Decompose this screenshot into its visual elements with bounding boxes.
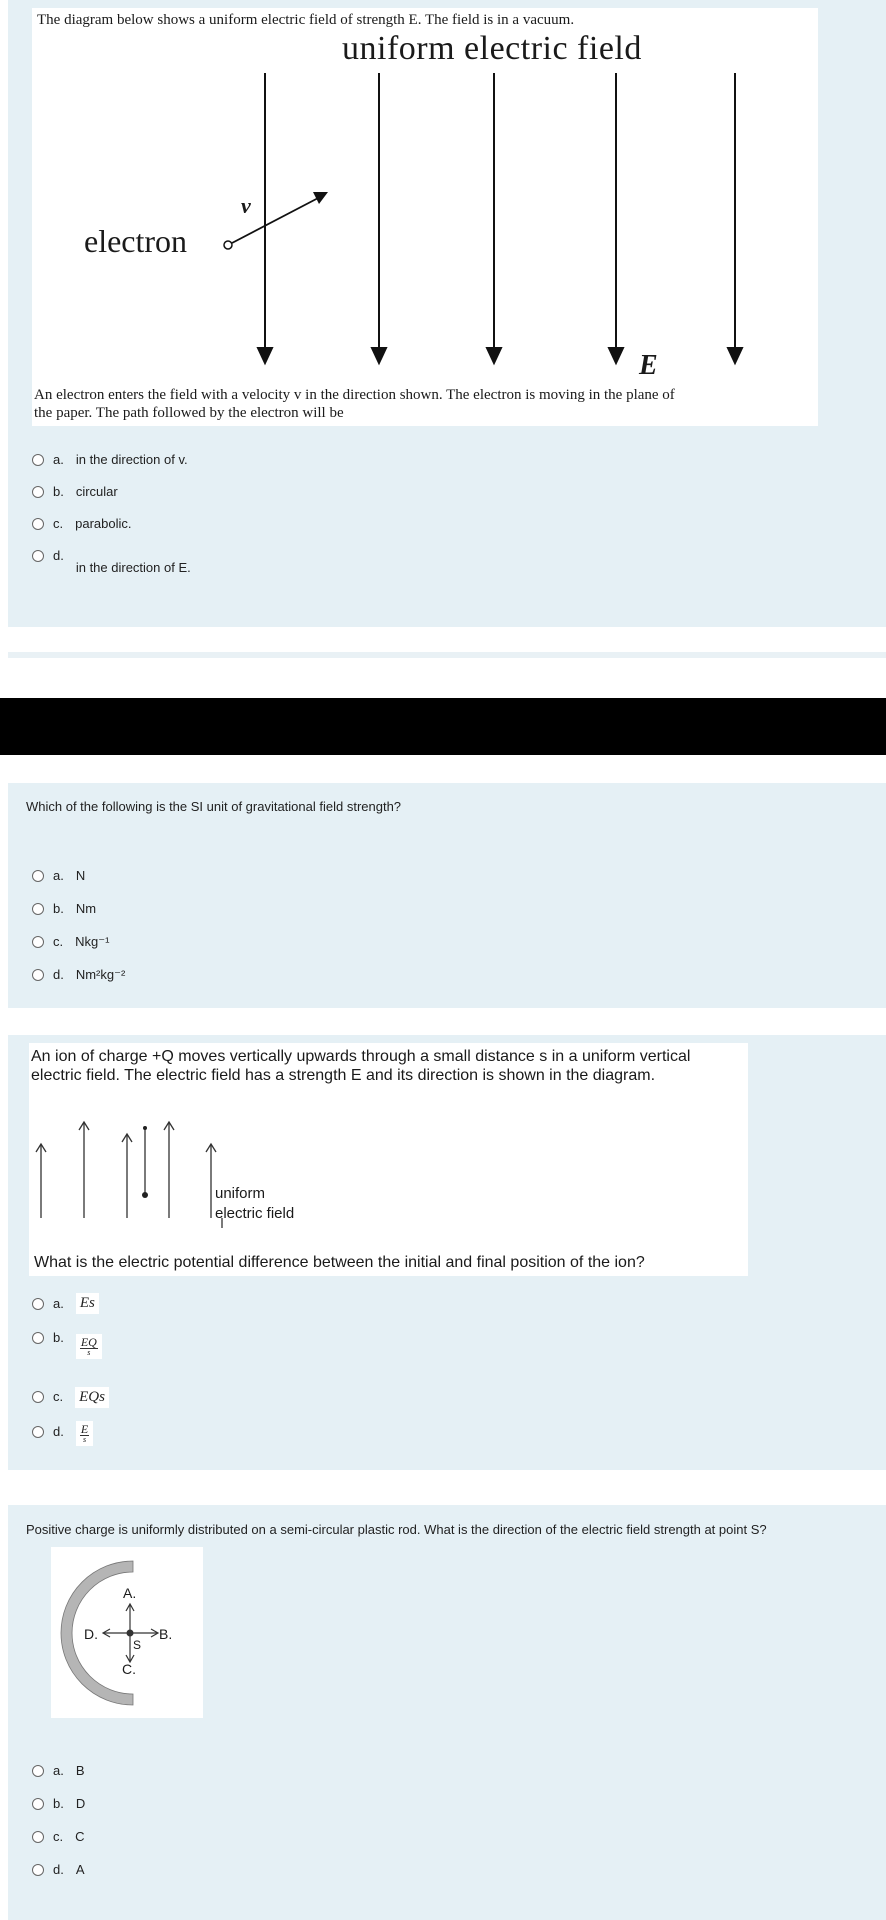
electron-label: electron <box>84 223 188 259</box>
electric-field-diagram <box>32 68 818 368</box>
ion-end-dot <box>143 1126 147 1130</box>
q1-option-c[interactable]: c. parabolic. <box>32 516 132 531</box>
radio-icon[interactable] <box>32 1765 44 1777</box>
ion-start-dot <box>142 1192 148 1198</box>
section-divider <box>8 652 886 658</box>
velocity-label: v <box>241 193 251 218</box>
label-a: A. <box>123 1585 137 1601</box>
field-arrow-1 <box>258 348 272 363</box>
q2-option-c[interactable]: c. Nkg⁻¹ <box>32 934 109 950</box>
question-2-text: Which of the following is the SI unit of gravitational field strength? <box>26 799 402 814</box>
radio-icon[interactable] <box>32 870 44 882</box>
question-1-stem-line-1: An electron enters the field with a velocity v in the direction shown. The electron is moving in the plane of <box>34 387 675 403</box>
question-2-panel <box>8 783 886 1008</box>
diagram-label-electric-field: electric field <box>215 1205 295 1222</box>
label-c: C. <box>122 1661 136 1677</box>
radio-icon[interactable] <box>32 1426 44 1438</box>
question-3-figure <box>29 1043 748 1276</box>
radio-icon[interactable] <box>32 1391 44 1403</box>
black-bar <box>0 698 886 755</box>
radio-icon[interactable] <box>32 1831 44 1843</box>
question-4-text: Positive charge is uniformly distributed on a semi-circular plastic rod. What is the direction of the electric field strength at point S? <box>26 1522 767 1537</box>
point-s-dot <box>127 1630 134 1637</box>
label-s: S <box>133 1638 142 1652</box>
question-3-stem-line-1: An ion of charge +Q moves vertically upwards through a small distance s in a uniform vertical <box>31 1048 691 1065</box>
diagram-title: uniform electric field <box>342 30 642 67</box>
radio-icon[interactable] <box>32 550 44 562</box>
question-3-text: What is the electric potential difference between the initial and final position of the ion? <box>34 1254 645 1271</box>
radio-icon[interactable] <box>32 969 44 981</box>
q1-option-d[interactable]: d. in the direction of E. <box>32 548 191 575</box>
velocity-arrowhead <box>313 192 328 204</box>
field-arrow-2 <box>372 348 386 363</box>
fraction-e-over-s: $\frac{E}{s}$ <box>76 1421 93 1446</box>
q1-option-a[interactable]: a. in the direction of v. <box>32 452 188 467</box>
q4-option-b[interactable]: b. D <box>32 1796 85 1811</box>
q2-option-d[interactable]: d. Nm²kg⁻² <box>32 967 125 983</box>
field-arrow-4 <box>609 348 623 363</box>
radio-icon[interactable] <box>32 1798 44 1810</box>
radio-icon[interactable] <box>32 936 44 948</box>
radio-icon[interactable] <box>32 903 44 915</box>
q4-option-a[interactable]: a. B <box>32 1763 85 1778</box>
q3-option-d[interactable]: d. $\frac{E}{s}$ <box>32 1424 93 1446</box>
q4-option-c[interactable]: c. C <box>32 1829 85 1844</box>
semicircle-figure <box>51 1547 203 1718</box>
field-label: E <box>639 350 658 381</box>
q3-option-c[interactable]: c. EQs <box>32 1389 109 1408</box>
radio-icon[interactable] <box>32 454 44 466</box>
field-arrow-3 <box>487 348 501 363</box>
radio-icon[interactable] <box>32 486 44 498</box>
radio-icon[interactable] <box>32 1332 44 1344</box>
question-1-stem-line-2: the paper. The path followed by the electron will be <box>34 405 344 421</box>
question-1-figure <box>32 8 818 426</box>
q1-option-b[interactable]: b. circular <box>32 484 118 499</box>
q2-option-a[interactable]: a. N <box>32 868 85 883</box>
question-3-panel <box>8 1035 886 1470</box>
q3-option-a[interactable]: a. Es <box>32 1296 99 1314</box>
question-3-stem-line-2: electric field. The electric field has a strength E and its direction is shown in the diagram. <box>31 1067 656 1084</box>
q4-option-d[interactable]: d. A <box>32 1862 85 1877</box>
question-4-panel <box>8 1505 886 1920</box>
electron-dot <box>224 241 232 249</box>
question-1-panel <box>8 0 886 627</box>
radio-icon[interactable] <box>32 1298 44 1310</box>
q2-option-b[interactable]: b. Nm <box>32 901 96 916</box>
label-b: B. <box>159 1626 173 1642</box>
radio-icon[interactable] <box>32 518 44 530</box>
diagram-label-uniform: uniform <box>215 1185 266 1202</box>
question-1-intro: The diagram below shows a uniform electric field of strength E. The field is in a vacuum. <box>37 12 575 28</box>
semicircle-rod-diagram <box>51 1547 203 1718</box>
q3-option-b[interactable]: b. $\frac{EQ}{s}$ <box>32 1330 102 1359</box>
label-d: D. <box>84 1626 98 1642</box>
field-arrow-5 <box>728 348 742 363</box>
radio-icon[interactable] <box>32 1864 44 1876</box>
fraction-eq-over-s: $\frac{EQ}{s}$ <box>76 1334 102 1359</box>
